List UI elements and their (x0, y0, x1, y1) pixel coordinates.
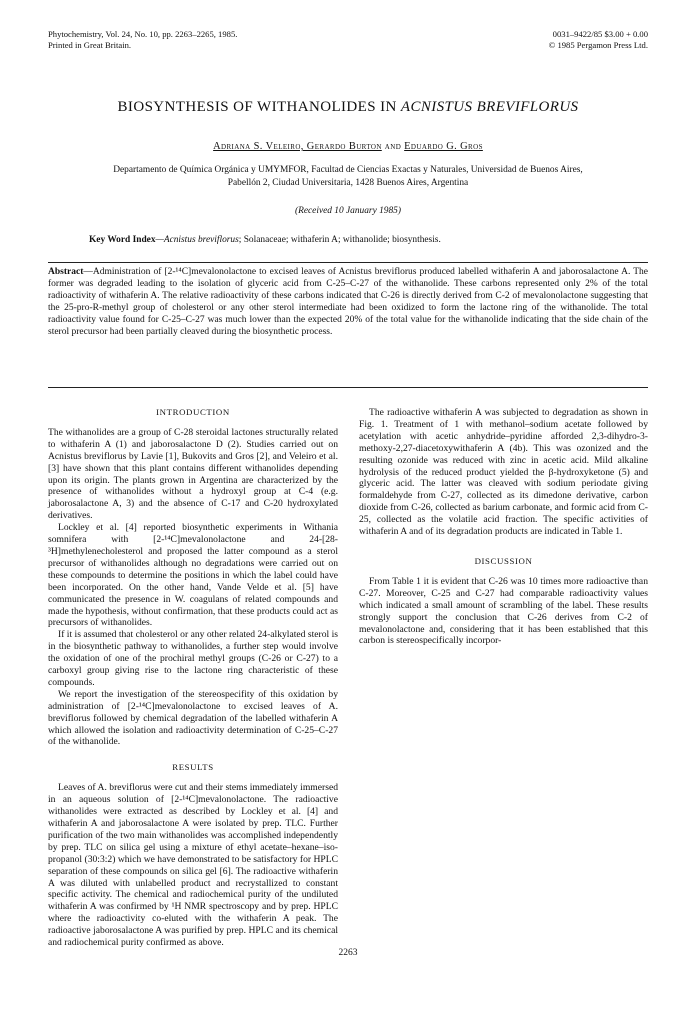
printed-in: Printed in Great Britain. (48, 39, 132, 50)
copyright: © 1985 Pergamon Press Ltd. (548, 39, 648, 50)
article-title (40, 99, 656, 116)
journal-citation: Phytochemistry, Vol. 24, No. 10, pp. 2263–2265, 1985. (48, 29, 238, 39)
header-right (549, 29, 648, 50)
abstract-text: —Administration of [2-¹⁴C]mevalonolactone to excised leaves of Acnistus breviflorus produced labelled withaferin A and jaborosalactone A. The former was degraded leading to the isolation of glyceric acid from C-25–C-27 of the withanolide. These carbons represented only 2% of the total radioactivity of withaferin A. The relative radioactivity of these carbons indicated that C-26 is directly derived from C-2 of mevalonolactone suggesting that the 25-pro-R-methyl group of cholesterol or any other sterol intermediate had been oxidized to form the lactone ring of the withanolide. The total radioactivity value found for C-25–C-27 was much lower than the expected 20% of the total value for the withanolide indicating that the side chain of the sterol precursor had been partially cleaved during the biosynthetic process. (48, 267, 648, 338)
affiliation-line-2: Pabellón 2, Ciudad Universitaria, 1428 Buenos Aires, Argentina (227, 178, 469, 188)
right-column (359, 407, 648, 647)
abstract-top-rule (48, 262, 648, 263)
abstract (48, 266, 648, 339)
affiliation-line-1: Departamento de Química Orgánica y UMYMFOR, Facultad de Ciencias Exactas y Naturales, Universidad de Buenos Aires, (113, 165, 583, 175)
article-code: 0031–9422/85 $3.00 + 0.00 (552, 29, 648, 39)
abstract-bottom-rule (48, 387, 648, 388)
intro-paragraph-4: We report the investigation of the stereospecifity of this oxidation by administration of [2-¹⁴C]mevalonolactone to excised leaves of A. breviflorus followed by chemical degradation of the labelled withaferin A which allowed the isolation and radioactivity determination of C-25–C-27 of the withanolide. (48, 688, 338, 748)
keyword-list: ; Solanaceae; withaferin A; withanolide; biosynthesis. (238, 235, 441, 245)
results-heading: RESULTS (172, 762, 214, 773)
title-main: BIOSYNTHESIS OF WITHANOLIDES IN (117, 99, 401, 115)
authors-and: and (381, 141, 405, 152)
keyword-species: —Acnistus breviflorus (155, 235, 239, 245)
discussion-paragraph-1: From Table 1 it is evident that C-26 was 10 times more radioactive than C-27. Moreover, C-25 and C-27 had comparable radioactivity values which indicated a small amount of scrambling of the label. These results strongly support the conclusion that C-26 derives from C-2 of mevalonolactone and, considering that it has been established that this carbon is stereospecifically incorpor- (359, 575, 648, 647)
results-paragraph-1: Leaves of A. breviflorus were cut and their stems immediately immersed in an aqueous solution of [2-¹⁴C]mevalonolactone. The radioactive withanolides were extracted as described by Lockley et al. [4] and withaferin A and jaborosalactone A were isolated by prep. TLC. Further purification of the two main withanolides was accomplished independently by prep. TLC on silica gel using a mixture of ethyl acetate–hexane–iso-propanol (30:3:2) which we have demonstrated to be satisfactory for HPLC separation of these compounds on silica gel [6]. The radioactive withaferin A was diluted with unlabelled product and recrystallized to constant specific activity. The chemical and radiochemical purity of the undiluted withaferin A was confirmed by ¹H NMR spectroscopy and by prep. HPLC where the radioactivity co-eluted with the withaferin A peak. The radioactive jaborosalactone A was purified by prep. HPLC and its chemical and radiochemical purity confirmed as above. (48, 782, 338, 949)
authors-last: Eduardo G. Gros (404, 141, 483, 152)
received-date: (Received 10 January 1985) (295, 206, 401, 216)
keyword-label: Key Word Index (89, 235, 156, 245)
authors-first: Adriana S. Veleiro, Gerardo Burton (213, 141, 382, 152)
intro-paragraph-2: Lockley et al. [4] reported biosynthetic experiments in Withania somnifera with [2-¹⁴C]mevalonolactone and 24-[28-³H]methylenecholesterol and proposed the latter compound as a sterol precursor of withanolides although no degradations were carried out on these compounds to determine the positions in which the label could have been incorporated. On the other hand, Vande Velde et al. [5] have communicated the presence in W. coagulans of related compounds and made the hypothesis, without confirmation, that these products could act as precursors of withanolides. (48, 522, 338, 629)
intro-paragraph-3: If it is assumed that cholesterol or any other related 24-alkylated sterol is in the biosynthetic pathway to withanolides, a further step would involve the oxidation of one of the prochiral methyl groups (C-26 or C-27) to a carboxyl group giving rise to the lactone ring characteristic of these compounds. (48, 629, 338, 688)
header-left (48, 29, 237, 50)
keyword-index (89, 235, 649, 245)
intro-paragraph-1: The withanolides are a group of C-28 steroidal lactones structurally related to withaferin A (1) and jaborosalactone D (2). Studies carried out on Acnistus breviflorus by Lavie [1], Bukovits and Gros [2], and Veleiro et al. [3] have shown that this plant contains different withanolides depending upon its origin. The plants grown in Argentina are characterized by the presence of withanolides without a hydroxyl group at C-4 (e.g. jaborosalactone A, 3) and the absence of C-17 and C-20 hydroxylated derivatives. (48, 426, 338, 522)
abstract-label: Abstract (48, 267, 84, 277)
left-column (48, 407, 338, 949)
author-list (40, 141, 656, 152)
page-number: 2263 (338, 948, 358, 958)
introduction-heading: INTRODUCTION (156, 407, 230, 417)
results-paragraph-2: The radioactive withaferin A was subjected to degradation as shown in Fig. 1. Treatment of 1 with methanol–sodium acetate followed by acetylation with acetic anhydride–pyridine afforded 2,3-dihydro-3-methoxy-2,27-diacetoxywithaferin A (4b). This was ozonized and the resulting ozonide was reduced with zinc in acetic acid. Mild alkaline hydrolysis of the reduced product yielded the β-hydroxyketone (5) and glyceric acid. The latter was cleaved with sodium periodate giving formaldehyde from C-27, collected as its dimedone derivative, carbon dioxide from C-26, collected as barium carbonate, and formic acid from C-25, collected as the volatile acid fraction. The specific activities of withaferin A and of its degradation products are indicated in Table 1. (359, 407, 648, 538)
affiliation (48, 164, 648, 190)
discussion-heading: DISCUSSION (474, 555, 533, 566)
title-species: ACNISTUS BREVIFLORUS (400, 99, 579, 115)
